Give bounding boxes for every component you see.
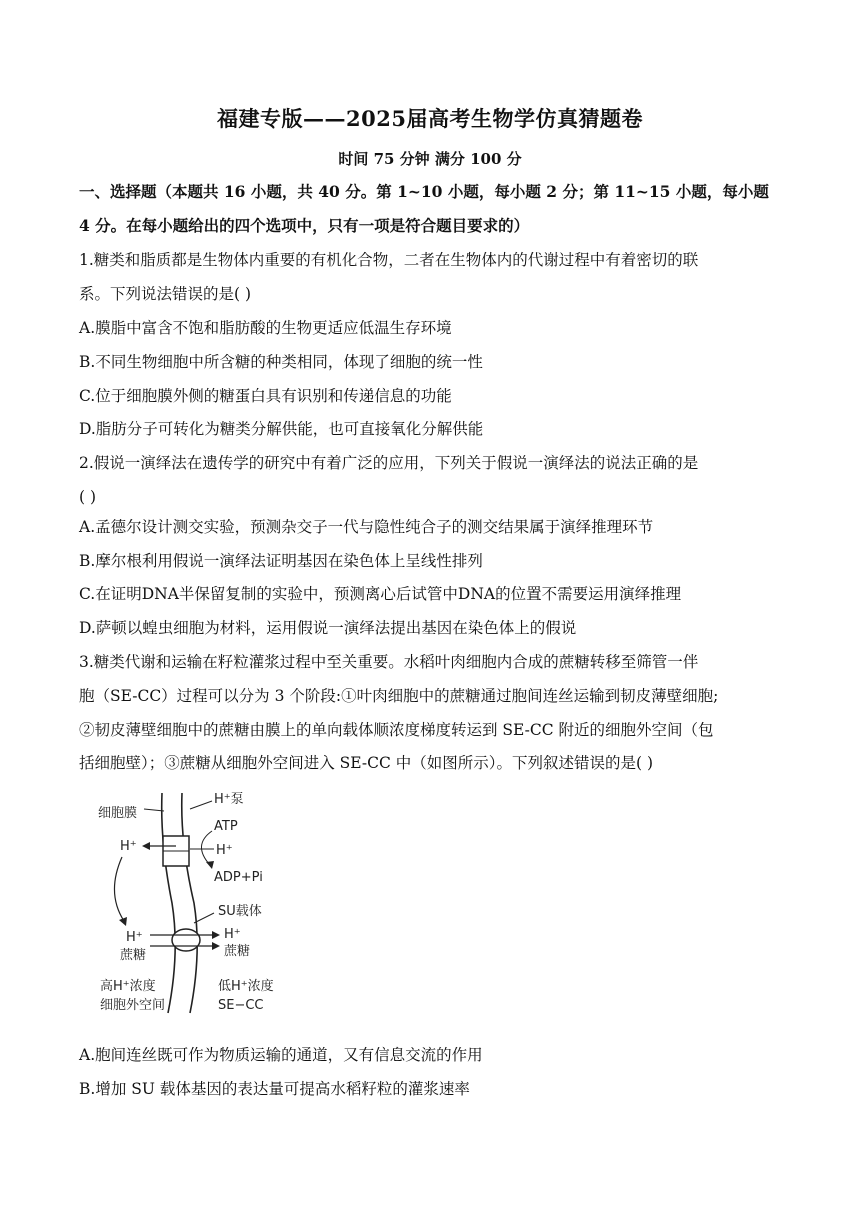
q3-stem-line1: 3.糖类代谢和运输在籽粒灌浆过程中至关重要。水稻叶肉细胞内合成的蔗糖转移至筛管一伴 [79,653,699,671]
q2-stem-line2: ( ) [79,488,97,506]
q3-stem-line4: 括细胞壁）；③蔗糖从细胞外空间进入 SE-CC 中（如图所示）。下列叙述错误的是( ) [79,754,654,772]
label-h-left: H⁺ [126,930,143,945]
membrane-left-edge [162,793,175,1013]
q3-stem-line3: ②韧皮薄壁细胞中的蔗糖由膜上的单向载体顺浓度梯度转运到 SE-CC 附近的细胞外空间（包 [79,721,714,739]
q1-stem-line2: 系。下列说法错误的是( ) [79,285,252,303]
label-sucrose-left: 蔗糖 [120,948,147,963]
label-low-h: 低H⁺浓度 [218,979,274,994]
q2-option-c: C.在证明DNA半保留复制的实验中，预测离心后试管中DNA的位置不需要运用演绎推理 [79,585,682,603]
label-su-carrier: SU载体 [218,904,262,919]
q3-option-b: B.增加 SU 载体基因的表达量可提高水稻籽粒的灌浆速率 [79,1080,470,1098]
label-high-h: 高H⁺浓度 [100,979,156,994]
label-adp-pi: ADP+Pi [214,870,263,885]
section-heading-line1: 一、选择题（本题共 16 小题，共 40 分。第 1~10 小题，每小题 2 分；第 11~15 小题，每小题 [79,182,769,201]
label-h-out: H⁺ [120,839,137,854]
su-carrier [172,929,200,951]
label-h-in: H⁺ [216,843,233,858]
q3-option-a: A.胞间连丝既可作为物质运输的通道，又有信息交流的作用 [79,1046,483,1064]
label-extracellular: 细胞外空间 [100,998,166,1013]
label-h-right: H⁺ [224,927,241,942]
label-se-cc: SE−CC [218,998,264,1013]
sucrose-transport-figure [90,783,310,1023]
q1-stem-line1: 1.糖类和脂质都是生物体内重要的有机化合物，二者在生物体内的代谢过程中有着密切的联 [79,251,699,269]
q1-option-d: D.脂肪分子可转化为糖类分解供能，也可直接氧化分解供能 [79,420,484,438]
q2-stem-line1: 2.假说一演绎法在遗传学的研究中有着广泛的应用，下列关于假说一演绎法的说法正确的是 [79,454,699,472]
label-atp: ATP [214,819,238,834]
q1-option-a: A.膜脂中富含不饱和脂肪酸的生物更适应低温生存环境 [79,319,452,337]
section-heading-line2: 4 分。在每小题给出的四个选项中，只有一项是符合题目要求的） [79,216,530,235]
label-sucrose-right: 蔗糖 [224,944,251,959]
membrane-right-edge [182,793,197,1013]
q1-option-c: C.位于细胞膜外侧的糖蛋白具有识别和传递信息的功能 [79,387,452,405]
exam-subtitle: 时间 75 分钟 满分 100 分 [338,150,522,168]
q3-stem-line2: 胞（SE-CC）过程可以分为 3 个阶段:①叶肉细胞中的蔗糖通过胞间连丝运输到韧皮薄壁细胞; [79,687,719,705]
q1-option-b: B.不同生物细胞中所含糖的种类相同，体现了细胞的统一性 [79,353,483,371]
label-membrane: 细胞膜 [98,806,138,821]
exam-title: 福建专版——2025届高考生物学仿真猜题卷 [217,106,643,131]
label-h-pump: H⁺泵 [214,792,244,807]
q2-option-b: B.摩尔根利用假说一演绎法证明基因在染色体上呈线性排列 [79,552,483,570]
q2-option-a: A.孟德尔设计测交实验，预测杂交子一代与隐性纯合子的测交结果属于演绎推理环节 [79,518,654,536]
q2-option-d: D.萨顿以蝗虫细胞为材料，运用假说一演绎法提出基因在染色体上的假说 [79,619,577,637]
